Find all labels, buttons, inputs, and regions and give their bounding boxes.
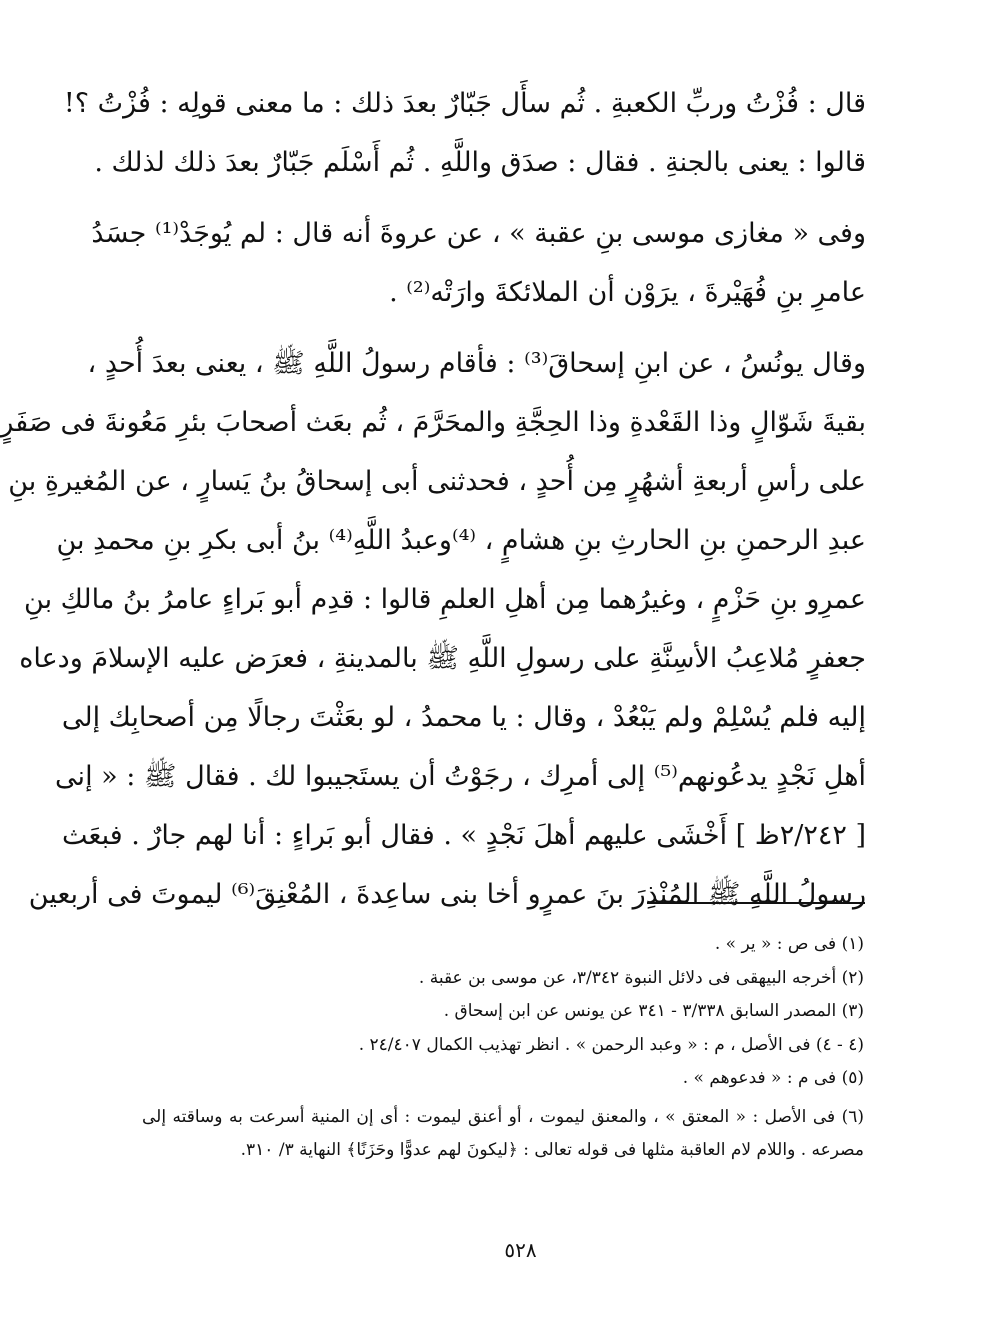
footnote: (٢) أخرجه البيهقى فى دلائل النبوة ٣/٣٤٢، عن موسى بن عقبة .	[418, 967, 864, 988]
footnote-separator	[647, 902, 865, 904]
text-line: جعفرٍ مُلاعِبُ الأسِنَّةِ على رسولِ اللَّهِ ﷺ بالمدينةِ ، فعرَض عليه الإسلامَ ودعاه	[19, 643, 866, 674]
paragraph-gap	[136, 322, 866, 334]
text-line: قالوا : يعنى بالجنةِ . فقال : صدَق واللَّهِ . ثُم أَسْلَم جَبّارٌ بعدَ ذلك لذلك .	[94, 147, 866, 178]
text-line: بقيةَ شَوّالٍ وذا القَعْدةِ وذا الحِجَّةِ والمحَرَّمَ ، ثُم بعَث أصحابَ بئرِ مَعُونةَ فى صَفَرٍ	[0, 407, 866, 438]
footnote: (١) فى ص : « ير » .	[714, 934, 864, 954]
footnote: (٥) فى م : « فدعوهم » .	[682, 1068, 864, 1088]
text-line: أهلِ نَجْدٍ يدعُونهم⁽⁵⁾ إلى أمرِك ، رجَوْتُ أن يستَجيبوا لك . فقال ﷺ : « إنى	[55, 761, 866, 792]
text-line: عمرِو بنِ حَزْمٍ ، وغيرُهما مِن أهلِ العلمِ قالوا : قدِم أبو بَراءٍ عامرُ بنُ مالكِ بنِ	[24, 584, 866, 615]
text-line: رسولُ اللَّهِ ﷺ المُنْذِرَ بنَ عمرٍو أخا بنى ساعِدةَ ، المُعْنِقَ⁽⁶⁾ ليموتَ فى أربعين	[28, 879, 866, 910]
main-text	[0, 74, 866, 924]
text-line: [ ٢/٢٤٢ظ ] أَخْشَى عليهم أهلَ نَجْدٍ » . فقال أبو بَراءٍ : أنا لهم جارٌ . فبعَث	[62, 820, 866, 851]
footnote: (٦) فى الأصل : « المعتق » ، والمعنق ليموت ، أو أعنق ليموت : أى إن المنية أسرعت به وساقته إلى	[142, 1106, 864, 1127]
text-line: وفى « مغازى موسى بنِ عقبة » ، عن عروةَ أنه قال : لم يُوجَدْ⁽¹⁾ جسَدُ	[91, 218, 866, 249]
paragraph-gap	[136, 192, 866, 204]
text-line: قال : فُزْتُ وربِّ الكعبةِ . ثُم سأَل جَبّارٌ بعدَ ذلك : ما معنى قولِه : فُزْتُ ؟!	[63, 88, 866, 119]
text-line: عامرِ بنِ فُهَيْرةَ ، يرَوْن أن الملائكةَ وارَتْه⁽²⁾ .	[389, 277, 866, 308]
footnote-continuation: مصرعه . واللام لام العاقبة مثلها فى قوله تعالى : ﴿ليكونَ لهم عدوًّا وحَزَنًا﴾ النهاية ٣/ ٣١٠.	[240, 1140, 864, 1160]
footnote: (٣) المصدر السابق ٣/٣٣٨ - ٣٤١ عن يونس عن ابن إسحاق .	[443, 1001, 864, 1021]
text-line: عبدِ الرحمنِ بنِ الحارثِ بنِ هشامٍ ، ⁽⁴⁾وعبدُ اللَّهِ⁽⁴⁾ بنُ أبى بكرِ بنِ محمدِ بنِ	[56, 525, 866, 556]
text-line: على رأسِ أربعةِ أشهُرٍ مِن أُحدٍ ، فحدثنى أبى إسحاقُ بنُ يَسارٍ ، عن المُغيرةِ بنِ	[8, 466, 866, 497]
footnote: (٤ - ٤) فى الأصل ، م : « وعبد الرحمن » . انظر تهذيب الكمال ٢٤/٤٠٧ .	[358, 1034, 864, 1055]
page-number: ٥٢٨	[504, 1238, 537, 1262]
text-line: وقال يونُسُ ، عن ابنِ إسحاقَ⁽³⁾ : فأقام رسولُ اللَّهِ ﷺ ، يعنى بعدَ أُحدٍ ،	[87, 348, 866, 379]
footnotes	[142, 928, 864, 1168]
text-line: إليه فلم يُسْلِمْ ولم يَبْعُدْ ، وقال : يا محمدُ ، لو بعَثْتَ رجالًا مِن أصحابِك إلى	[61, 702, 866, 733]
